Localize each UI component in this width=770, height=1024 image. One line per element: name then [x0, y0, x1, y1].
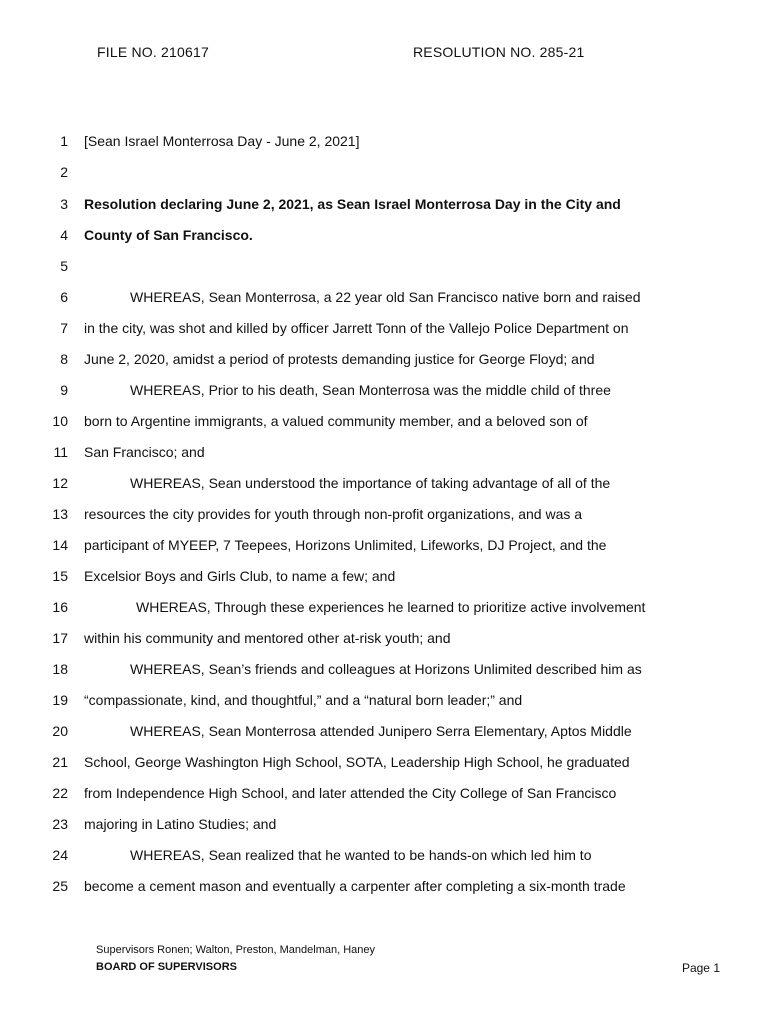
- line-number: 21: [52, 754, 68, 770]
- line-text: WHEREAS, Sean Monterrosa attended Junipero Serra Elementary, Aptos Middle: [130, 723, 632, 739]
- line-24: [0, 845, 770, 865]
- resolution-number: RESOLUTION NO. 285-21: [413, 44, 585, 60]
- line-number: 3: [60, 196, 68, 212]
- footer-board: BOARD OF SUPERVISORS: [96, 961, 237, 973]
- line-14: [0, 535, 770, 555]
- line-number: 2: [60, 164, 68, 180]
- line-number: 10: [52, 413, 68, 429]
- line-text: WHEREAS, Through these experiences he learned to prioritize active involvement: [136, 599, 646, 615]
- line-number: 12: [52, 475, 68, 491]
- line-number: 8: [60, 351, 68, 367]
- line-text: from Independence High School, and later attended the City College of San Francisco: [84, 785, 617, 801]
- line-1: [0, 131, 770, 151]
- line-text: in the city, was shot and killed by officer Jarrett Tonn of the Vallejo Police Department on: [84, 320, 629, 336]
- line-number: 19: [52, 692, 68, 708]
- line-text: June 2, 2020, amidst a period of protests demanding justice for George Floyd; and: [84, 351, 595, 367]
- line-5: [0, 256, 770, 276]
- line-text: resources the city provides for youth through non-profit organizations, and was a: [84, 506, 583, 522]
- line-number: 13: [52, 506, 68, 522]
- line-17: [0, 628, 770, 648]
- line-text: San Francisco; and: [84, 444, 205, 460]
- line-text: School, George Washington High School, SOTA, Leadership High School, he graduated: [84, 754, 630, 770]
- line-text: WHEREAS, Sean realized that he wanted to be hands-on which led him to: [130, 847, 592, 863]
- line-9: [0, 380, 770, 400]
- line-text: born to Argentine immigrants, a valued community member, and a beloved son of: [84, 413, 588, 429]
- line-number: 22: [52, 785, 68, 801]
- line-number: 25: [52, 878, 68, 894]
- resolution-title: County of San Francisco.: [84, 227, 253, 243]
- line-text: WHEREAS, Prior to his death, Sean Monterrosa was the middle child of three: [130, 382, 611, 398]
- resolution-title: Resolution declaring June 2, 2021, as Sean Israel Monterrosa Day in the City and: [84, 196, 621, 212]
- line-number: 14: [52, 537, 68, 553]
- line-11: [0, 442, 770, 462]
- resolution-short-title: [Sean Israel Monterrosa Day - June 2, 2021]: [84, 133, 360, 149]
- line-text: WHEREAS, Sean’s friends and colleagues at Horizons Unlimited described him as: [130, 661, 642, 677]
- line-number: 1: [60, 133, 68, 149]
- line-18: [0, 659, 770, 679]
- line-2: [0, 162, 770, 182]
- line-10: [0, 411, 770, 431]
- line-text: “compassionate, kind, and thoughtful,” and a “natural born leader;” and: [84, 692, 523, 708]
- line-number: 17: [52, 630, 68, 646]
- line-19: [0, 690, 770, 710]
- line-8: [0, 349, 770, 369]
- line-20: [0, 721, 770, 741]
- line-7: [0, 318, 770, 338]
- line-number: 7: [60, 320, 68, 336]
- line-text: WHEREAS, Sean Monterrosa, a 22 year old San Francisco native born and raised: [130, 289, 641, 305]
- line-number: 6: [60, 289, 68, 305]
- line-6: [0, 287, 770, 307]
- line-number: 16: [52, 599, 68, 615]
- line-4: [0, 225, 770, 245]
- line-15: [0, 566, 770, 586]
- line-text: participant of MYEEP, 7 Teepees, Horizons Unlimited, Lifeworks, DJ Project, and the: [84, 537, 607, 553]
- line-text: Excelsior Boys and Girls Club, to name a few; and: [84, 568, 396, 584]
- line-number: 5: [60, 258, 68, 274]
- line-number: 23: [52, 816, 68, 832]
- line-25: [0, 876, 770, 896]
- line-13: [0, 504, 770, 524]
- line-16: [0, 597, 770, 617]
- line-12: [0, 473, 770, 493]
- line-22: [0, 783, 770, 803]
- line-text: majoring in Latino Studies; and: [84, 816, 277, 832]
- line-number: 11: [53, 444, 68, 460]
- page-number: Page 1: [681, 961, 720, 975]
- footer-sponsors: Supervisors Ronen; Walton, Preston, Mandelman, Haney: [96, 944, 376, 956]
- file-number: FILE NO. 210617: [97, 44, 209, 60]
- line-3: [0, 194, 770, 214]
- line-number: 9: [60, 382, 68, 398]
- line-text: within his community and mentored other at-risk youth; and: [84, 630, 451, 646]
- line-text: become a cement mason and eventually a carpenter after completing a six-month trade: [84, 878, 626, 894]
- line-number: 4: [60, 227, 68, 243]
- line-number: 18: [52, 661, 68, 677]
- line-number: 15: [52, 568, 68, 584]
- line-text: WHEREAS, Sean understood the importance of taking advantage of all of the: [130, 475, 611, 491]
- line-23: [0, 814, 770, 834]
- line-number: 24: [52, 847, 68, 863]
- line-21: [0, 752, 770, 772]
- line-number: 20: [52, 723, 68, 739]
